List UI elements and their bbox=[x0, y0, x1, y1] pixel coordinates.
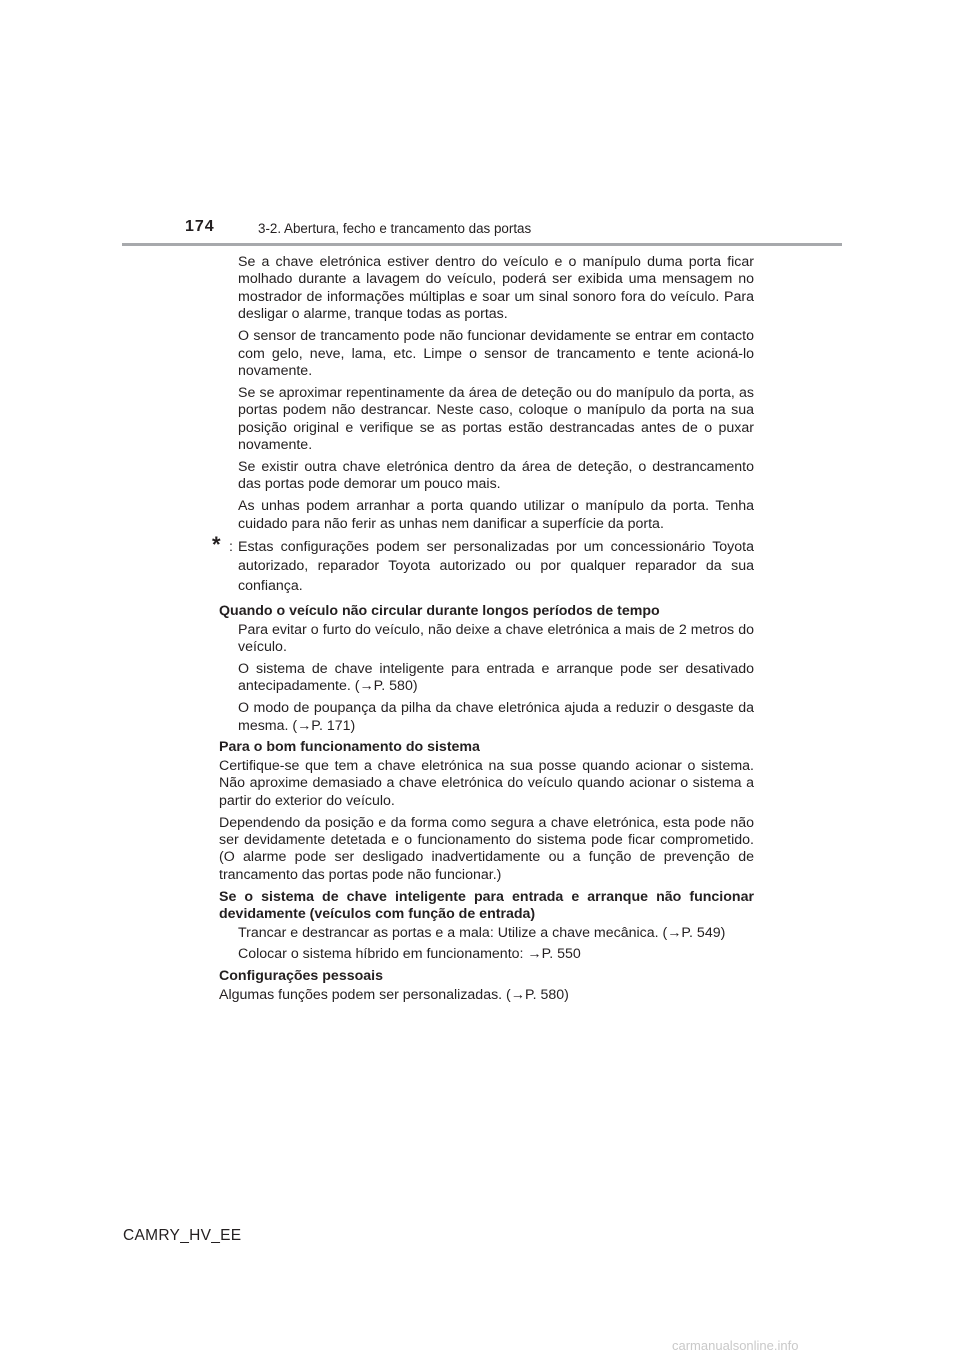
paragraph: Colocar o sistema híbrido em funcionamento: →P. 550 bbox=[238, 946, 581, 963]
paragraph: O modo de poupança da pilha da chave eletrónica ajuda a reduzir o desgaste da mesma. (→P. 171) bbox=[238, 700, 754, 734]
paragraph: Algumas funções podem ser personalizadas. (→P. 580) bbox=[219, 986, 569, 1003]
section-heading: Se o sistema de chave inteligente para entrada e arranque não funcionar devidamente (veículos com função de entrada) bbox=[219, 888, 754, 923]
paragraph: Se a chave eletrónica estiver dentro do veículo e o manípulo duma porta ficar molhado durante a lavagem do veículo, poderá ser exibida uma mensagem no mostrador de informações múltiplas e soar um sinal sonoro fora do veículo. Para desligar o alarme, tranque todas as portas. bbox=[238, 254, 754, 323]
model-code: CAMRY_HV_EE bbox=[123, 1227, 242, 1244]
paragraph: O sistema de chave inteligente para entrada e arranque pode ser desativado antecipadamente. (→P. 580) bbox=[238, 660, 754, 695]
footnote-text: Estas configurações podem ser personalizadas por um concessionário Toyota autorizado, reparador Toyota autorizado ou por qualquer reparador da sua confiança. bbox=[238, 538, 754, 594]
paragraph: Trancar e destrancar as portas e a mala: Utilize a chave mecânica. (→P. 549) bbox=[238, 924, 726, 941]
section-title: 3-2. Abertura, fecho e trancamento das portas bbox=[258, 221, 532, 236]
paragraph: Para evitar o furto do veículo, não deixe a chave eletrónica a mais de 2 metros do veículo. bbox=[238, 621, 754, 655]
asterisk-mark: * bbox=[212, 531, 221, 557]
paragraph: Dependendo da posição e da forma como segura a chave eletrónica, esta pode não ser devidamente detetada e o funcionamento do sistema pode ficar comprometido. (O alarme pode ser desligado inadvertidamente ou a função de prevenção de trancamento das portas pode não funcionar.) bbox=[219, 814, 754, 883]
paragraph: As unhas podem arranhar a porta quando utilizar o manípulo da porta. Tenha cuidado para não ferir as unhas nem danificar a superfície da porta. bbox=[238, 498, 754, 532]
paragraph: O sensor de trancamento pode não funcionar devidamente se entrar em contacto com gelo, neve, lama, etc. Limpe o sensor de trancamento e tente acioná-lo novamente. bbox=[238, 328, 754, 379]
footnote-colon: : bbox=[229, 538, 233, 555]
paragraph: Se existir outra chave eletrónica dentro da área de deteção, o destrancamento das portas pode demorar um pouco mais. bbox=[238, 458, 754, 493]
section-heading: Para o bom funcionamento do sistema bbox=[219, 739, 480, 756]
header-rule bbox=[122, 243, 842, 246]
watermark: carmanualsonline.info bbox=[672, 1338, 799, 1353]
page-number: 174 bbox=[185, 218, 215, 235]
section-heading: Configurações pessoais bbox=[219, 968, 383, 985]
paragraph: Certifique-se que tem a chave eletrónica na sua posse quando acionar o sistema. Não aproxime demasiado a chave eletrónica do veículo quando acionar o sistema a partir do exterior do veículo. bbox=[219, 757, 754, 809]
page-header bbox=[0, 0, 960, 250]
section-heading: Quando o veículo não circular durante longos períodos de tempo bbox=[219, 603, 660, 620]
page-content bbox=[212, 254, 754, 1009]
paragraph: Se se aproximar repentinamente da área de deteção ou do manípulo da porta, as portas podem não destrancar. Neste caso, coloque o manípulo da porta na sua posição original e verifique se as portas estão destrancadas antes de o puxar novamente. bbox=[238, 384, 754, 454]
footnote bbox=[212, 531, 754, 597]
